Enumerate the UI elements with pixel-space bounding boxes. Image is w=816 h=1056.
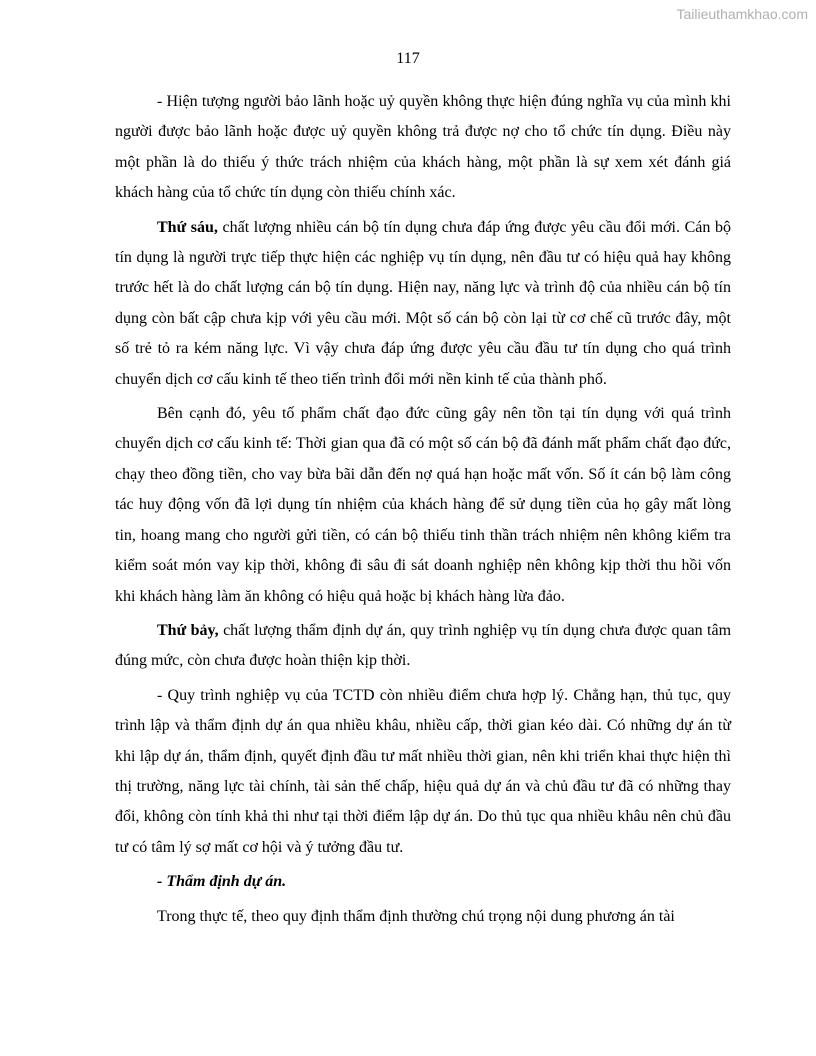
paragraph-seventh bbox=[115, 616, 731, 677]
paragraph-practice: Trong thực tế, theo quy định thẩm định thường chú trọng nội dung phương án tài bbox=[157, 907, 675, 925]
lead-seventh: Thứ bảy, bbox=[157, 621, 219, 639]
paragraph-procedure: - Quy trình nghiệp vụ của TCTD còn nhiều điểm chưa hợp lý. Chẳng hạn, thủ tục, quy trình lập và thẩm định dự án qua nhiều khâu, nhiều cấp, thời gian kéo dài. Có những dự án từ khi lập dự án, thẩm định, quyết định đầu tư mất nhiều thời gian, nên khi triển khai thực hiện thì thị trường, năng lực tài chính, tài sản thế chấp, hiệu quả dự án và chủ đầu tư đã có những thay đổi, không còn tính khả thi như tại thời điểm lập dự án. Do thủ tục qua nhiều khâu nên chủ đầu tư có tâm lý sợ mất cơ hội và ý tưởng đầu tư. bbox=[115, 686, 731, 856]
paragraph-sixth-text: chất lượng nhiều cán bộ tín dụng chưa đáp ứng được yêu cầu đổi mới. Cán bộ tín dụng là người trực tiếp thực hiện các nghiệp vụ tín dụng, nên đầu tư có hiệu quả hay không trước hết là do chất lượng cán bộ tín dụng. Hiện nay, năng lực và trình độ của nhiều cán bộ tín dụng còn bất cập chưa kịp với yêu cầu mới. Một số cán bộ còn lại từ cơ chế cũ trước đây, một số trẻ tỏ ra kém năng lực. Vì vậy chưa đáp ứng được yêu cầu đầu tư tín dụng cho quá trình chuyển dịch cơ cấu kinh tế theo tiến trình đổi mới nền kinh tế của thành phố. bbox=[115, 218, 732, 388]
paragraph-guarantor: - Hiện tượng người bảo lãnh hoặc uỷ quyền không thực hiện đúng nghĩa vụ của mình khi người được bảo lãnh hoặc được uỷ quyền không trả được nợ cho tổ chức tín dụng. Điều này một phần là do thiếu ý thức trách nhiệm của khách hàng, một phần là sự xem xét đánh giá khách hàng của tổ chức tín dụng còn thiếu chính xác. bbox=[115, 93, 731, 202]
section-heading: - Thẩm định dự án. bbox=[157, 873, 287, 891]
lead-sixth: Thứ sáu, bbox=[157, 218, 218, 236]
paragraph-seventh-text: chất lượng thẩm định dự án, quy trình nghiệp vụ tín dụng chưa được quan tâm đúng mức, còn chưa được hoàn thiện kịp thời. bbox=[115, 621, 732, 670]
page-number: 117 bbox=[396, 50, 420, 67]
paragraph-ethics: Bên cạnh đó, yêu tố phẩm chất đạo đức cũng gây nên tồn tại tín dụng với quá trình chuyển dịch cơ cấu kinh tế: Thời gian qua đã có một số cán bộ đã đánh mất phẩm chất đạo đức, chạy theo đồng tiền, cho vay bừa bãi dẫn đến nợ quá hạn hoặc mất vốn. Số ít cán bộ làm công tác huy động vốn đã lợi dụng tín nhiệm của khách hàng để sử dụng tiền của họ gây mất lòng tin, hoang mang cho người gửi tiền, có cán bộ thiếu tinh thần trách nhiệm nên không kiểm tra kiểm soát món vay kịp thời, không đi sâu đi sát doanh nghiệp nên không kịp thời thu hồi vốn khi khách hàng làm ăn không có hiệu quả hoặc bị khách hàng lừa đảo. bbox=[115, 405, 731, 605]
watermark: Tailieuthamkhao.com bbox=[676, 6, 808, 22]
document-body bbox=[115, 87, 731, 936]
paragraph-sixth bbox=[115, 213, 731, 395]
